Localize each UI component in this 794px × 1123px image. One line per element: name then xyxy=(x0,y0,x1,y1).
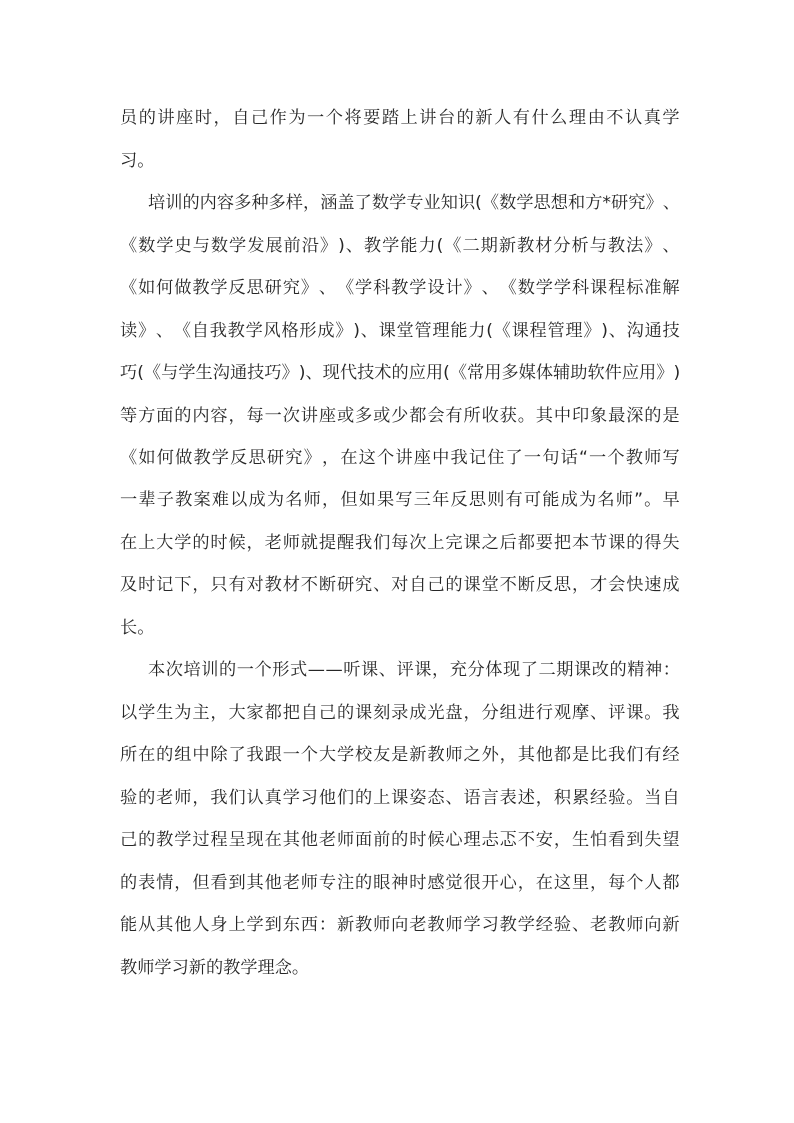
text-line: 等 方 面 的 内 容 ， 每 一 次 讲 座 或 多 或 少 都 会 有 所 收 获 。 其 中 印 象 最 深 的 是 xyxy=(120,406,680,426)
text-line: 《 如 何 做 教 学 反 思 研 究 》 ， 在 这 个 讲 座 中 我 记 住 了 一 句 话 “ 一 个 教 师 写 xyxy=(120,448,680,468)
text-line: 《 如 何 做 教 学 反 思 研 究 》 、 《 学 科 教 学 设 计 》 、 《 数 学 学 科 课 程 标 准 解 xyxy=(120,278,680,298)
text-line: 长。 xyxy=(120,618,155,638)
text-line: 员 的 讲 座 时 ， 自 己 作 为 一 个 将 要 踏 上 讲 台 的 新 人 有 什 么 理 由 不 认 真 学 xyxy=(120,108,680,128)
text-line: 教师学习新的教学理念。 xyxy=(120,958,310,978)
text-line: 习。 xyxy=(120,151,155,171)
text-line: 所 在 的 组 中 除 了 我 跟 一 个 大 学 校 友 是 新 教 师 之 外 ， 其 他 都 是 比 我 们 有 经 xyxy=(120,745,680,765)
text-line: 的 表 情 ， 但 看 到 其 他 老 师 专 注 的 眼 神 时 感 觉 很 开 心 ， 在 这 里 ， 每 个 人 都 xyxy=(120,873,680,893)
text-line: 读 》 、 《 自 我 教 学 风 格 形 成 》 ) 、 课 堂 管 理 能 力 ( 《 课 程 管 理 》 ) 、 沟 通 技 xyxy=(120,321,680,341)
text-line: 在 上 大 学 的 时 候 ， 老 师 就 提 醒 我 们 每 次 上 完 课 之 后 都 要 把 本 节 课 的 得 失 xyxy=(120,533,680,553)
text-line: 巧 ( 《 与 学 生 沟 通 技 巧 》 ) 、 现 代 技 术 的 应 用 ( 《 常 用 多 媒 体 辅 助 软 件 应 用 》 ) xyxy=(120,363,681,383)
text-line: 及 时 记 下 ， 只 有 对 教 材 不 断 研 究 、 对 自 己 的 课 堂 不 断 反 思 ， 才 会 快 速 成 xyxy=(120,575,680,595)
text-line: 培 训 的 内 容 多 种 多 样 ， 涵 盖 了 数 学 专 业 知 识 ( 《 数 学 思 想 和 方 * 研 究 》 、 xyxy=(148,193,680,213)
text-line: 《 数 学 史 与 数 学 发 展 前 沿 》 ) 、 教 学 能 力 ( 《 二 期 新 教 材 分 析 与 教 法 》 、 xyxy=(120,236,680,256)
text-line: 以 学 生 为 主 ， 大 家 都 把 自 己 的 课 刻 录 成 光 盘 ， 分 组 进 行 观 摩 、 评 课 。 我 xyxy=(120,703,680,723)
text-line: 一 辈 子 教 案 难 以 成 为 名 师 ， 但 如 果 写 三 年 反 思 则 有 可 能 成 为 名 师 ” 。 早 xyxy=(120,490,680,510)
text-line: 能 从 其 他 人 身 上 学 到 东 西 ： 新 教 师 向 老 教 师 学 习 教 学 经 验 、 老 教 师 向 新 xyxy=(120,915,680,935)
text-line: 本 次 培 训 的 一 个 形 式 — — 听 课 、 评 课 ， 充 分 体 现 了 二 期 课 改 的 精 神 ： xyxy=(148,660,680,680)
text-line: 己 的 教 学 过 程 呈 现 在 其 他 老 师 面 前 的 时 候 心 理 忐 忑 不 安 ， 生 怕 看 到 失 望 xyxy=(120,830,680,850)
text-line: 验 的 老 师 ， 我 们 认 真 学 习 他 们 的 上 课 姿 态 、 语 言 表 述 ， 积 累 经 验 。 当 自 xyxy=(120,788,680,808)
